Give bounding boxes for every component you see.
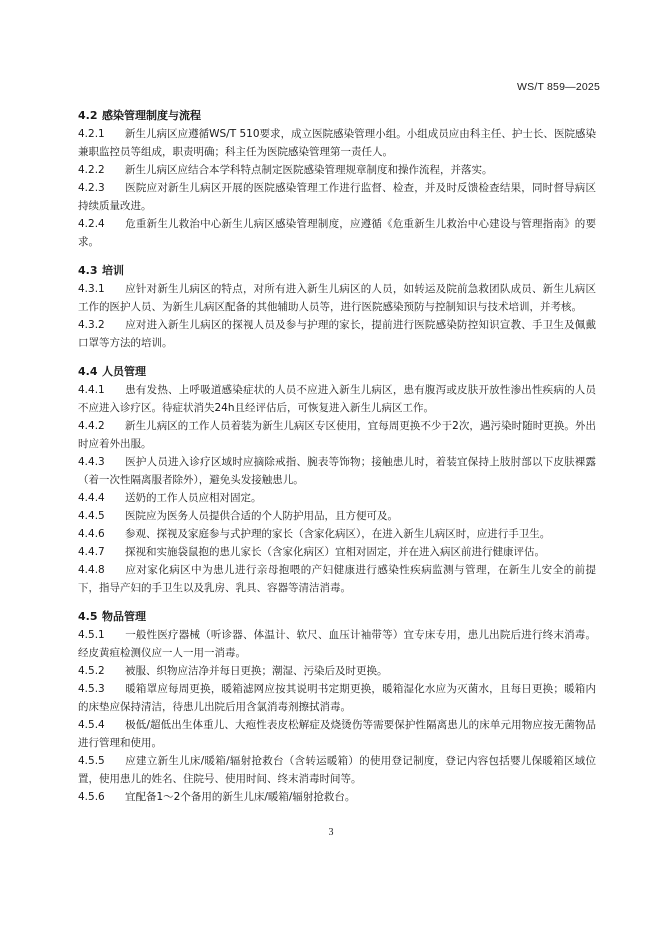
clause-paragraph bbox=[78, 752, 596, 788]
section-heading bbox=[78, 261, 596, 280]
clause-number: 4.4.7 bbox=[78, 546, 105, 558]
clause-number: 4.5.4 bbox=[78, 719, 105, 731]
clause-text: 应对进入新生儿病区的探视人员及参与护理的家长，提前进行医院感染防控知识宣教、手卫生及佩戴口罩等方法的培训。 bbox=[78, 319, 596, 349]
clause-number: 4.4.8 bbox=[78, 564, 105, 576]
clause-paragraph bbox=[78, 215, 596, 251]
section-title: 培训 bbox=[102, 264, 124, 277]
clause-number: 4.4.3 bbox=[78, 456, 105, 468]
standard-code: WS/T 859—2025 bbox=[517, 81, 600, 93]
clause-text: 一般性医疗器械（听诊器、体温计、软尺、血压计袖带等）宜专床专用，患儿出院后进行终末消毒。经皮黄疸检测仪应一人一用一消毒。 bbox=[78, 629, 596, 659]
section-number: 4.4 bbox=[78, 365, 98, 378]
clause-paragraph bbox=[78, 489, 596, 507]
page-number: 3 bbox=[328, 827, 334, 838]
section-heading bbox=[78, 607, 596, 626]
clause-paragraph bbox=[78, 417, 596, 453]
clause-text: 参观、探视及家庭参与式护理的家长（含家化病区），在进入新生儿病区时，应进行手卫生。 bbox=[125, 528, 551, 540]
clause-paragraph bbox=[78, 381, 596, 417]
clause-paragraph bbox=[78, 125, 596, 161]
clause-paragraph bbox=[78, 716, 596, 752]
clause-paragraph bbox=[78, 626, 596, 662]
section-heading bbox=[78, 362, 596, 381]
clause-number: 4.3.1 bbox=[78, 283, 105, 295]
clause-number: 4.4.1 bbox=[78, 384, 105, 396]
clause-number: 4.5.3 bbox=[78, 683, 105, 695]
clause-number: 4.2.4 bbox=[78, 218, 105, 230]
clause-text: 医院应为医务人员提供合适的个人防护用品，且方便可及。 bbox=[125, 510, 398, 522]
clause-paragraph bbox=[78, 543, 596, 561]
clause-number: 4.4.2 bbox=[78, 420, 105, 432]
clause-number: 4.4.4 bbox=[78, 492, 105, 504]
clause-number: 4.2.1 bbox=[78, 128, 105, 140]
clause-paragraph bbox=[78, 525, 596, 543]
clause-text: 宜配备1～2个备用的新生儿床/暖箱/辐射抢救台。 bbox=[125, 791, 356, 803]
section-number: 4.2 bbox=[78, 109, 98, 122]
section-title: 人员管理 bbox=[102, 365, 146, 378]
clause-text: 新生儿病区应结合本学科特点制定医院感染管理规章制度和操作流程，并落实。 bbox=[125, 164, 493, 176]
clause-number: 4.5.6 bbox=[78, 791, 105, 803]
clause-paragraph bbox=[78, 662, 596, 680]
clause-paragraph bbox=[78, 453, 596, 489]
clause-text: 极低/超低出生体重儿、大疱性表皮松解症及烧烫伤等需要保护性隔离患儿的床单元用物应按无菌物品进行管理和使用。 bbox=[78, 719, 596, 749]
clause-paragraph bbox=[78, 788, 596, 806]
clause-number: 4.5.1 bbox=[78, 629, 105, 641]
clause-text: 医院应对新生儿病区开展的医院感染管理工作进行监督、检查，并及时反馈检查结果，同时督导病区持续质量改进。 bbox=[78, 182, 596, 212]
clause-number: 4.4.6 bbox=[78, 528, 105, 540]
document-body bbox=[78, 106, 596, 806]
section-number: 4.3 bbox=[78, 264, 98, 277]
clause-paragraph bbox=[78, 179, 596, 215]
clause-text: 探视和实施袋鼠抱的患儿家长（含家化病区）宜相对固定，并在进入病区前进行健康评估。 bbox=[125, 546, 545, 558]
clause-text: 被服、织物应洁净并每日更换；潮湿、污染后及时更换。 bbox=[125, 665, 388, 677]
clause-text: 应建立新生儿床/暖箱/辐射抢救台（含转运暖箱）的使用登记制度，登记内容包括婴儿保暖箱区域位置，使用患儿的姓名、住院号、使用时间、终末消毒时间等。 bbox=[78, 755, 596, 785]
section-heading bbox=[78, 106, 596, 125]
clause-text: 应针对新生儿病区的特点，对所有进入新生儿病区的人员，如转运及院前急救团队成员、新生儿病区工作的医护人员、为新生儿病区配备的其他辅助人员等，进行医院感染预防与控制知识与技术培训，并考核。 bbox=[78, 283, 596, 313]
clause-number: 4.4.5 bbox=[78, 510, 105, 522]
clause-text: 送奶的工作人员应相对固定。 bbox=[125, 492, 262, 504]
clause-number: 4.5.2 bbox=[78, 665, 105, 677]
clause-number: 4.2.2 bbox=[78, 164, 105, 176]
section-title: 物品管理 bbox=[102, 610, 146, 623]
clause-paragraph bbox=[78, 280, 596, 316]
section-title: 感染管理制度与流程 bbox=[102, 109, 201, 122]
clause-number: 4.3.2 bbox=[78, 319, 105, 331]
clause-text: 新生儿病区的工作人员着装为新生儿病区专区使用，宜每周更换不少于2次，遇污染时随时更换。外出时应着外出服。 bbox=[78, 420, 596, 450]
clause-number: 4.5.5 bbox=[78, 755, 105, 767]
clause-text: 危重新生儿救治中心新生儿病区感染管理制度，应遵循《危重新生儿救治中心建设与管理指南》的要求。 bbox=[78, 218, 596, 248]
clause-paragraph bbox=[78, 561, 596, 597]
clause-text: 暖箱罩应每周更换，暖箱滤网应按其说明书定期更换，暖箱湿化水应为灭菌水，且每日更换；暖箱内的床垫应保持清洁，待患儿出院后用含氯消毒剂擦拭消毒。 bbox=[78, 683, 596, 713]
clause-text: 患有发热、上呼吸道感染症状的人员不应进入新生儿病区，患有腹泻或皮肤开放性渗出性疾病的人员不应进入诊疗区。待症状消失24h且经评估后，可恢复进入新生儿病区工作。 bbox=[78, 384, 596, 414]
clause-paragraph bbox=[78, 161, 596, 179]
clause-paragraph bbox=[78, 316, 596, 352]
clause-text: 应对家化病区中为患儿进行亲母抱喂的产妇健康进行感染性疾病监测与管理，在新生儿安全的前提下，指导产妇的手卫生以及乳房、乳具、容器等清洁消毒。 bbox=[78, 564, 596, 594]
clause-number: 4.2.3 bbox=[78, 182, 105, 194]
section-number: 4.5 bbox=[78, 610, 98, 623]
clause-paragraph bbox=[78, 680, 596, 716]
clause-paragraph bbox=[78, 507, 596, 525]
clause-text: 新生儿病区应遵循WS/T 510要求，成立医院感染管理小组。小组成员应由科主任、护士长、医院感染兼职监控员等组成，职责明确；科主任为医院感染管理第一责任人。 bbox=[78, 128, 596, 158]
clause-text: 医护人员进入诊疗区域时应摘除戒指、腕表等饰物；接触患儿时，着装宜保持上肢肘部以下皮肤裸露（着一次性隔离服者除外），避免头发接触患儿。 bbox=[78, 456, 596, 486]
